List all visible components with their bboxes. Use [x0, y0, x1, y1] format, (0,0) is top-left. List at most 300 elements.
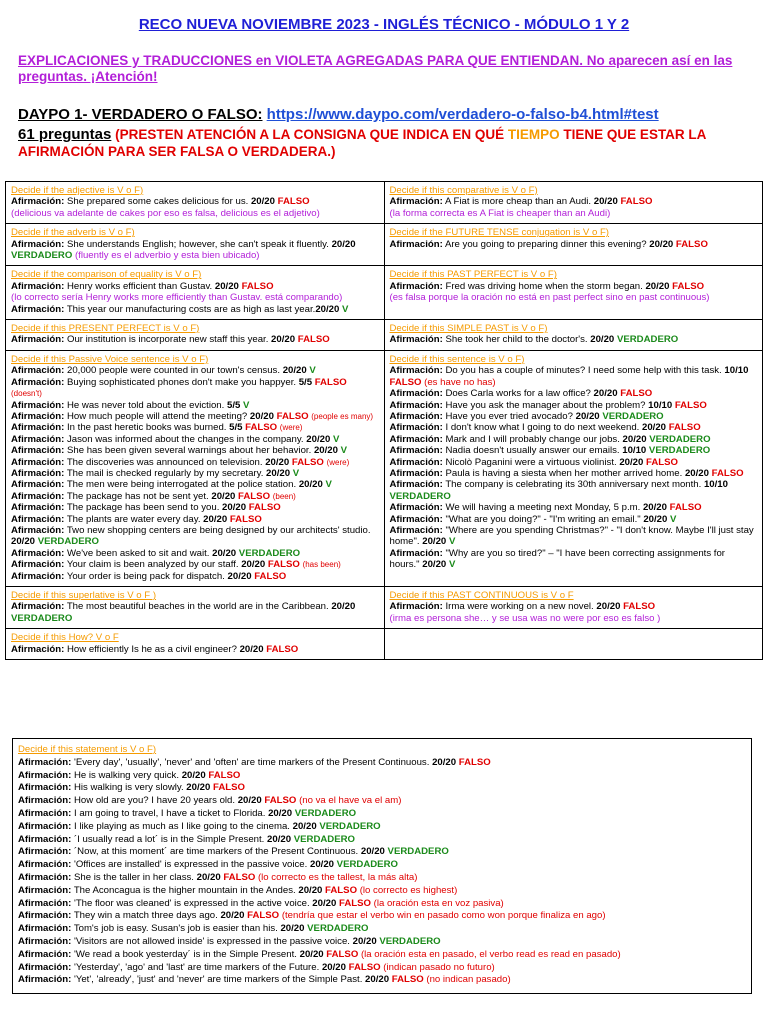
- answer: VERDADERO: [387, 846, 449, 858]
- answer: FALSO: [348, 961, 381, 973]
- statement-text: "Where are you spending Christmas?" - "I don't know. Maybe I'll just stay home".: [389, 524, 754, 548]
- answer: V: [332, 433, 340, 445]
- cell-superlative: [6, 587, 385, 629]
- list-item: [390, 365, 758, 388]
- afirmacion-label: Afirmación:: [18, 820, 72, 832]
- score: 20/20: [268, 807, 293, 819]
- afirmacion-label: Afirmación:: [11, 445, 65, 457]
- answer: FALSO: [241, 280, 274, 292]
- statement-text: In the past heretic books was burned.: [66, 422, 227, 434]
- questions-table: [5, 181, 763, 660]
- answer: FALSO: [297, 334, 330, 346]
- cell-how: [6, 629, 385, 660]
- answer: FALSO: [668, 422, 701, 434]
- afirmacion-label: Afirmación:: [11, 643, 65, 655]
- score: 20/20: [11, 536, 36, 548]
- statement-heading: Decide if this statement is V o F): [18, 744, 157, 755]
- explanation: (la forma correcta es A Fiat is cheaper than an Audi): [389, 207, 611, 219]
- count-number: 61 preguntas: [18, 126, 112, 143]
- score: 20/20: [212, 547, 237, 559]
- statement-text: His walking is very slowly.: [73, 782, 184, 794]
- statement-text: A Fiat is more cheap than an Audi.: [444, 196, 592, 208]
- explanation: (no indican pasado): [426, 974, 511, 986]
- score: 20/20: [645, 280, 670, 292]
- list-item: [18, 834, 746, 847]
- list-item: [390, 434, 758, 445]
- statement-text: They win a match three days ago.: [73, 910, 218, 922]
- answer: FALSO: [646, 456, 678, 468]
- afirmacion-label: Afirmación:: [389, 365, 443, 377]
- afirmacion-label: Afirmación:: [11, 490, 65, 502]
- answer: FALSO: [389, 376, 422, 388]
- score: 20/20: [250, 196, 275, 208]
- statement-text: 'We read a book yesterday´ is in the Simple Present.: [73, 948, 297, 960]
- answer: FALSO: [245, 422, 278, 434]
- explanation: (es have no has): [424, 376, 496, 388]
- afirmacion-label: Afirmación:: [11, 467, 65, 479]
- afirmacion-label: Afirmación:: [18, 923, 72, 935]
- score: 20/20: [298, 884, 323, 896]
- afirmacion-label: Afirmación:: [18, 871, 72, 883]
- page-title: RECO NUEVA NOVIEMBRE 2023 - INGLÉS TÉCNICO - MÓDULO 1 Y 2: [138, 16, 630, 33]
- explanation: (lo correcto es the tallest, la más alta): [257, 871, 418, 883]
- afirmacion-label: Afirmación:: [11, 196, 65, 208]
- answer: FALSO: [672, 280, 705, 292]
- statement-text: Nicolò Paganini were a virtuous violinist.: [445, 456, 617, 468]
- score: 20/20: [622, 433, 647, 445]
- cell-passive-voice: [6, 350, 385, 586]
- statement-text: Does Carla works for a law office?: [445, 388, 591, 400]
- answer: FALSO: [291, 456, 324, 468]
- answer: V: [340, 445, 348, 457]
- score: 20/20: [282, 365, 307, 377]
- score: 20/20: [360, 846, 385, 858]
- afirmacion-label: Afirmación:: [389, 334, 443, 346]
- afirmacion-label: Afirmación:: [18, 782, 72, 794]
- list-item: [18, 757, 746, 770]
- statement-text: Mark and I will probably change our jobs.: [445, 433, 620, 445]
- answer: VERDADERO: [648, 445, 711, 457]
- explanation: (la oración esta en pasado, el verbo read es read en pasado): [360, 948, 621, 960]
- afirmacion-label: Afirmación:: [389, 238, 443, 250]
- statement-text: Henry works efficient than Gustav.: [66, 280, 213, 292]
- statement-text: 'Offices are installed' is expressed in the passive voice.: [73, 859, 308, 871]
- answer: FALSO: [264, 795, 297, 807]
- statement-text: Have you ever tried avocado?: [445, 410, 573, 422]
- cell-heading: Decide if this PAST CONTINUOUS is V o F: [389, 590, 574, 601]
- explanation: (people es many): [311, 411, 374, 421]
- afirmacion-label: Afirmación:: [18, 910, 72, 922]
- statement-text: Your order is being pack for dispatch.: [66, 570, 225, 582]
- statement-text: Tom's job is easy. Susan's job is easier than his.: [73, 923, 278, 935]
- answer: VERDADERO: [336, 859, 398, 871]
- afirmacion-label: Afirmación:: [11, 479, 65, 491]
- statement-text: I like playing as much as I like going to the cinema.: [73, 820, 290, 832]
- answer: FALSO: [620, 388, 653, 400]
- cell-past-continuous: [384, 587, 763, 629]
- score: 20/20: [239, 643, 264, 655]
- list-item: [18, 821, 746, 834]
- score: 20/20: [241, 559, 266, 571]
- score: 20/20: [331, 238, 356, 250]
- statement-text: The men were being interrogated at the police station.: [66, 479, 297, 491]
- list-item: [390, 400, 758, 411]
- afirmacion-label: Afirmación:: [18, 897, 72, 909]
- statement-text: She prepared some cakes delicious for us.: [66, 196, 249, 208]
- score: 5/5: [226, 399, 241, 411]
- list-item: [11, 457, 379, 468]
- list-item: [18, 846, 746, 859]
- list-item: [18, 910, 746, 923]
- score: 20/20: [575, 410, 600, 422]
- score: 20/20: [643, 513, 668, 525]
- answer: FALSO: [669, 502, 702, 514]
- answer: FALSO: [711, 467, 744, 479]
- cell-heading: Decide if this How? V o F: [11, 632, 119, 644]
- explanation: (es falsa porque la oración no está en past perfect sino en past continuous): [389, 292, 710, 304]
- score: 20/20: [642, 502, 667, 514]
- answer: FALSO: [212, 782, 245, 794]
- explanation: (lo correcto es highest): [359, 884, 458, 896]
- score: 5/5: [298, 376, 313, 388]
- answer: V: [342, 303, 349, 315]
- answer: FALSO: [254, 570, 287, 582]
- list-item: [390, 388, 758, 399]
- afirmacion-label: Afirmación:: [389, 280, 443, 292]
- statement-text: The company is celebrating its 30th anniversary next month.: [445, 479, 702, 491]
- statement-text: "Why are you so tired?" – "I have been correcting assignments for hours.": [389, 547, 725, 571]
- statement-text: She understands English; however, she can't speak it fluently.: [66, 238, 329, 250]
- statement-text: "What are you doing?" - "I'm writing an email.": [445, 513, 641, 525]
- score: 20/20: [352, 935, 377, 947]
- score: 20/20: [186, 782, 211, 794]
- afirmacion-label: Afirmación:: [18, 884, 72, 896]
- score: 20/20: [642, 422, 667, 434]
- afirmacion-label: Afirmación:: [18, 961, 72, 973]
- list-item: [11, 514, 379, 525]
- score: 20/20: [181, 769, 206, 781]
- answer: VERDADERO: [649, 433, 711, 445]
- cell-sentence: [384, 350, 763, 586]
- cell-future: [384, 224, 763, 266]
- afirmacion-label: Afirmación:: [18, 974, 72, 986]
- statement-text: Nadia doesn't usually answer our emails.: [445, 445, 620, 457]
- afirmacion-label: Afirmación:: [389, 445, 443, 457]
- score: 20/20: [590, 334, 615, 346]
- cell-adjective: [6, 182, 385, 224]
- explanation: (delicious va adelante de cakes por eso es falsa, delicious es el adjetivo): [11, 207, 320, 219]
- afirmacion-label: Afirmación:: [18, 859, 72, 871]
- answer: VERDADERO: [11, 250, 73, 262]
- count-note-b: TIEMPO: [507, 127, 560, 142]
- list-item: [11, 365, 379, 376]
- statement-text: The Aconcagua is the higher mountain in the Andes.: [73, 884, 296, 896]
- statement-text: The plants are water every day.: [66, 513, 201, 525]
- answer: FALSO: [229, 513, 262, 525]
- afirmacion-label: Afirmación:: [11, 410, 65, 422]
- cell-heading: Decide if this Passive Voice sentence is V o F): [11, 353, 209, 365]
- answer: VERDADERO: [319, 820, 381, 832]
- statement-text: Are you going to preparing dinner this evening?: [444, 238, 647, 250]
- list-item: [390, 457, 758, 468]
- afirmacion-label: Afirmación:: [18, 795, 72, 807]
- answer: FALSO: [314, 376, 347, 388]
- statement-text: The most beautiful beaches in the world are in the Caribbean.: [66, 601, 329, 613]
- afirmacion-label: Afirmación:: [11, 334, 65, 346]
- score: 20/20: [211, 490, 236, 502]
- statement-text: 'Every day', 'usually', 'never' and 'often' are time markers of the Present Continuous.: [73, 756, 430, 768]
- cell-heading: Decide if the comparison of equality is V o F): [11, 269, 202, 281]
- score: 5/5: [229, 422, 243, 434]
- score: 20/20: [321, 961, 346, 973]
- list-item: [18, 770, 746, 783]
- answer: FALSO: [247, 910, 280, 922]
- afirmacion-label: Afirmación:: [11, 570, 65, 582]
- answer: VERDADERO: [616, 334, 679, 346]
- afirmacion-label: Afirmación:: [18, 833, 72, 845]
- score: 20/20: [422, 536, 447, 548]
- score: 20/20: [203, 513, 228, 525]
- score: 20/20: [280, 923, 305, 935]
- statement-text: Do you has a couple of minutes? I need some help with this task.: [445, 365, 722, 377]
- afirmacion-label: Afirmación:: [11, 513, 65, 525]
- statement-text: She has been given several warnings about her behavior.: [66, 445, 312, 457]
- list-item: [11, 400, 379, 411]
- statement-text: Irma were working on a new novel.: [445, 601, 594, 613]
- explanation: (were): [326, 457, 350, 467]
- list-item: [18, 962, 746, 975]
- answer: FALSO: [277, 196, 310, 208]
- afirmacion-label: Afirmación:: [389, 410, 443, 422]
- list-item: [18, 898, 746, 911]
- answer: FALSO: [674, 399, 707, 411]
- cell-present-perfect: [6, 320, 385, 351]
- cell-heading: Decide if this SIMPLE PAST is V o F): [389, 323, 548, 335]
- statement-text: The mail is checked regularly by my secretary.: [66, 467, 264, 479]
- statement-text: 'Yet', 'already', 'just' and 'never' are time markers of the Simple Past.: [73, 974, 363, 986]
- list-item: [11, 548, 379, 559]
- statement-text: Buying sophisticated phones don't make you happyer.: [66, 376, 297, 388]
- statement-text: Jason was informed about the changes in the company.: [66, 433, 304, 445]
- cell-comparative: [384, 182, 763, 224]
- afirmacion-label: Afirmación:: [389, 388, 443, 400]
- explanation: (irma es persona she… y se usa was no were por eso es falso ): [389, 612, 661, 624]
- list-item: [18, 808, 746, 821]
- list-item: [390, 514, 758, 525]
- score: 20/20: [432, 756, 457, 768]
- score: 20/20: [593, 196, 618, 208]
- cell-heading: Decide if this PAST PERFECT is V o F): [389, 269, 557, 281]
- answer: V: [243, 399, 250, 411]
- statement-text: 20,000 people were counted in our town's census.: [66, 365, 281, 377]
- explanation: (no va el have va el am): [299, 795, 402, 807]
- list-item: [390, 411, 758, 422]
- statement-text: 'Visitors are not allowed inside' is expressed in the passive voice.: [73, 935, 350, 947]
- statement-box: [12, 738, 752, 994]
- list-item: [18, 872, 746, 885]
- answer: V: [292, 467, 300, 479]
- score: 10/10: [703, 479, 728, 491]
- score: 20/20: [220, 910, 245, 922]
- afirmacion-label: Afirmación:: [389, 433, 443, 445]
- score: 20/20: [196, 871, 221, 883]
- score: 20/20: [309, 859, 334, 871]
- score: 20/20: [593, 388, 618, 400]
- afirmacion-label: Afirmación:: [11, 303, 65, 315]
- explanation: (were): [279, 423, 303, 433]
- score: 20/20: [222, 502, 247, 514]
- list-item: [390, 468, 758, 479]
- score: 20/20: [227, 570, 252, 582]
- statement-text: We've been asked to sit and wait.: [66, 547, 210, 559]
- explanation: (indican pasado no futuro): [383, 961, 495, 973]
- list-item: [390, 479, 758, 502]
- answer: FALSO: [223, 871, 256, 883]
- daypo-link[interactable]: https://www.daypo.com/verdadero-o-falso-b4.html#test: [266, 106, 659, 123]
- afirmacion-label: Afirmación:: [11, 502, 65, 514]
- afirmacion-label: Afirmación:: [11, 559, 65, 571]
- score: 20/20: [365, 974, 390, 986]
- score: 20/20: [684, 467, 709, 479]
- answer: FALSO: [266, 643, 299, 655]
- afirmacion-label: Afirmación:: [18, 935, 72, 947]
- answer: V: [448, 536, 456, 548]
- score: 20/20: [237, 795, 262, 807]
- score: 20/20: [331, 601, 356, 613]
- list-item: [18, 885, 746, 898]
- answer: FALSO: [623, 601, 656, 613]
- statement-text: The package has been send to you.: [66, 502, 220, 514]
- list-item: [390, 548, 758, 571]
- afirmacion-label: Afirmación:: [11, 399, 65, 411]
- list-item: [18, 923, 746, 936]
- afirmacion-label: Afirmación:: [389, 479, 443, 491]
- score: 20/20: [298, 479, 323, 491]
- list-item: [11, 422, 379, 433]
- statement-text: 'The floor was cleaned' is expressed in the active voice.: [73, 897, 310, 909]
- statement-text: Have you ask the manager about the problem?: [445, 399, 646, 411]
- afirmacion-label: Afirmación:: [389, 547, 443, 559]
- list-item: [11, 502, 379, 513]
- afirmacion-label: Afirmación:: [11, 376, 65, 388]
- answer: VERDADERO: [238, 547, 301, 559]
- afirmacion-label: Afirmación:: [18, 807, 72, 819]
- afirmacion-label: Afirmación:: [389, 502, 443, 514]
- list-item: [11, 434, 379, 445]
- cell-heading: Decide if the FUTURE TENSE conjugation is V o F): [389, 227, 609, 239]
- score: 20/20: [265, 456, 290, 468]
- answer: FALSO: [267, 559, 300, 571]
- sentence-list: [390, 365, 758, 570]
- statement-text: How efficiently Is he as a civil engineer?: [66, 643, 237, 655]
- afirmacion-label: Afirmación:: [18, 769, 72, 781]
- daypo-label: DAYPO 1- VERDADERO O FALSO:: [18, 106, 263, 123]
- answer: FALSO: [620, 196, 653, 208]
- statement-text: ´Now, at this moment´ are time markers of the Present Continuous.: [73, 846, 359, 858]
- answer: FALSO: [325, 884, 358, 896]
- answer: VERDADERO: [602, 410, 664, 422]
- afirmacion-label: Afirmación:: [389, 196, 443, 208]
- afirmacion-label: Afirmación:: [18, 756, 72, 768]
- cell-heading: Decide if this comparative is V o F): [389, 185, 538, 196]
- afirmacion-label: Afirmación:: [389, 467, 443, 479]
- statement-text: She took her child to the doctor's.: [445, 334, 588, 346]
- list-item: [18, 782, 746, 795]
- list-item: [11, 491, 379, 502]
- answer: FALSO: [338, 897, 371, 909]
- cell-equality: [6, 266, 385, 320]
- answer: VERDADERO: [389, 490, 451, 502]
- statement-text: How old are you? I have 20 years old.: [73, 795, 236, 807]
- daypo-line: [18, 106, 758, 123]
- answer: FALSO: [391, 974, 424, 986]
- statement-text: This year our manufacturing costs are as high as last year.: [66, 303, 316, 315]
- list-item: [390, 422, 758, 433]
- afirmacion-label: Afirmación:: [389, 601, 443, 613]
- statement-text: 'Yesterday', 'ago' and 'last' are time markers of the Future.: [73, 961, 320, 973]
- cell-heading: Decide if this superlative is V o F ): [11, 590, 157, 601]
- statement-text: I don't know what I going to do next weekend.: [445, 422, 640, 434]
- statement-text: Our institution is incorporate new staff this year.: [66, 334, 269, 346]
- afirmacion-label: Afirmación:: [18, 948, 72, 960]
- afirmacion-label: Afirmación:: [11, 280, 65, 292]
- statement-text: Paula is having a siesta when her mother arrived home.: [445, 467, 683, 479]
- answer: VERDADERO: [307, 923, 369, 935]
- statement-list: [18, 757, 746, 987]
- score: 20/20: [313, 445, 338, 457]
- cell-heading: Decide if this sentence is V o F): [389, 353, 525, 365]
- explanation: (fluently es el adverbio y esta bien ubicado): [74, 250, 260, 262]
- statement-text: She is the taller in her class.: [73, 871, 194, 883]
- statement-text: I am going to travel, I have a ticket to Florida.: [73, 807, 266, 819]
- score: 20/20: [306, 433, 331, 445]
- answer: VERDADERO: [11, 612, 73, 624]
- cell-heading: Decide if the adjective is V o F): [11, 185, 144, 196]
- afirmacion-label: Afirmación:: [11, 456, 65, 468]
- cell-adverb: [6, 224, 385, 266]
- answer: VERDADERO: [294, 807, 357, 819]
- answer: FALSO: [675, 238, 708, 250]
- afirmacion-label: Afirmación:: [11, 524, 65, 536]
- answer: V: [309, 365, 316, 377]
- explanation: (been): [272, 491, 296, 501]
- score: 20/20: [249, 410, 274, 422]
- list-item: [11, 377, 379, 400]
- score: 20/20: [292, 820, 317, 832]
- statement-text: How much people will attend the meeting?: [66, 410, 248, 422]
- statement-text: He was never told about the eviction.: [66, 399, 225, 411]
- answer: VERDADERO: [379, 935, 441, 947]
- list-item: [11, 411, 379, 422]
- statement-text: He is walking very quick.: [73, 769, 180, 781]
- answer: FALSO: [238, 490, 271, 502]
- score: 20/20: [619, 456, 644, 468]
- score: 10/10: [622, 445, 647, 457]
- list-item: [11, 479, 379, 490]
- afirmacion-label: Afirmación:: [11, 547, 65, 559]
- afirmacion-label: Afirmación:: [11, 601, 65, 613]
- explanation: (has been): [302, 560, 341, 570]
- cell-heading: Decide if the adverb is V o F): [11, 227, 135, 239]
- list-item: [11, 445, 379, 456]
- explanation: (la oración esta en voz pasiva): [373, 897, 504, 909]
- statement-text: We will having a meeting next Monday, 5 p.m.: [445, 502, 641, 514]
- statement-text: The package has not be sent yet.: [66, 490, 209, 502]
- statement-text: Your claim is been analyzed by our staff.: [66, 559, 239, 571]
- score: 20/20: [266, 467, 291, 479]
- answer: V: [325, 479, 332, 491]
- answer: V: [670, 513, 677, 525]
